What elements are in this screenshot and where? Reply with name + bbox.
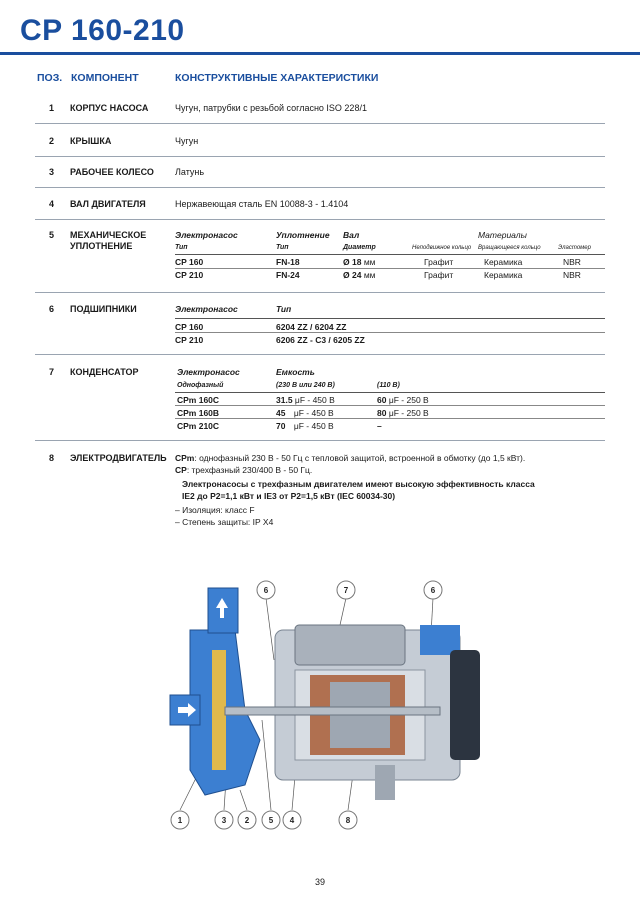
- header-component: КОМПОНЕНТ: [71, 72, 139, 84]
- row-component: ПОДШИПНИКИ: [70, 304, 137, 314]
- seal-rotating: Керамика: [484, 270, 523, 280]
- col-type: Тип: [276, 304, 292, 314]
- cap-110: [377, 395, 429, 405]
- cap-110: –: [377, 421, 382, 431]
- component-line: МЕХАНИЧЕСКОЕ: [70, 230, 147, 240]
- col-shaft: Вал: [343, 230, 360, 240]
- row-component: КРЫШКА: [70, 136, 112, 146]
- subtable-rule: [175, 268, 605, 269]
- row-component: КОНДЕНСАТОР: [70, 367, 139, 377]
- seal-type: FN-18: [276, 257, 300, 267]
- col-pump: Электронасос: [175, 304, 238, 314]
- col-materials: Материалы: [478, 230, 527, 240]
- subtable-rule: [175, 392, 605, 393]
- efficiency-note: Электронасосы с трехфазным двигателем имеют высокую эффективность класса: [182, 479, 535, 489]
- component-line: УПЛОТНЕНИЕ: [70, 241, 133, 251]
- efficiency-classes: IE2 до P2=1,1 кВт и IE3 от P2=1,5 кВт (IEC 60034-30): [182, 491, 396, 501]
- seal-elastomer: NBR: [563, 257, 581, 267]
- row-component: [70, 230, 146, 252]
- bearing-type: 6206 ZZ - C3 / 6205 ZZ: [276, 335, 365, 345]
- diameter-unit: мм: [363, 257, 376, 267]
- row-component: РАБОЧЕЕ КОЛЕСО: [70, 167, 154, 177]
- motor-line-three: [175, 465, 312, 475]
- col-seal: Уплотнение: [276, 230, 330, 240]
- pump-cutaway-drawing: [150, 570, 500, 840]
- seal-rotating: Керамика: [484, 257, 523, 267]
- seal-elastomer: NBR: [563, 270, 581, 280]
- bearing-type: 6204 ZZ / 6204 ZZ: [276, 322, 347, 332]
- row-component: КОРПУС НАСОСА: [70, 103, 149, 113]
- title-bar: [0, 0, 640, 62]
- row-divider: [35, 292, 605, 293]
- subtable-rule: [175, 332, 605, 333]
- sub-fixed-ring: Неподвижное кольцо: [412, 245, 472, 251]
- row-component: ЭЛЕКТРОДВИГАТЕЛЬ: [70, 453, 167, 463]
- cap-unit: μF - 450 В: [294, 395, 335, 405]
- row-divider: [35, 354, 605, 355]
- row-value: Чугун: [175, 136, 199, 146]
- cap-model: CPm 210C: [177, 421, 220, 431]
- sub-type: Тип: [175, 244, 188, 251]
- row-pos: 8: [49, 453, 55, 463]
- callout-label: 7: [343, 586, 349, 595]
- row-component: ВАЛ ДВИГАТЕЛЯ: [70, 199, 146, 209]
- title-underline: [0, 52, 640, 55]
- subtable-rule: [175, 254, 605, 255]
- cap-value: 45: [276, 408, 286, 418]
- callout-label: 2: [244, 816, 250, 825]
- callout-label: 4: [289, 816, 295, 825]
- page-title: CP 160-210: [20, 14, 185, 47]
- sub-voltage-230: (230 В или 240 В): [276, 382, 335, 389]
- sub-diameter: Диаметр: [343, 244, 376, 251]
- row-divider: [35, 123, 605, 124]
- cap-unit: μF - 250 В: [388, 395, 429, 405]
- cap-unit: μF - 450 В: [293, 408, 334, 418]
- seal-fixed: Графит: [424, 270, 454, 280]
- row-value: Чугун, патрубки с резьбой согласно ISO 228/1: [175, 103, 367, 113]
- header-pos: ПОЗ.: [37, 72, 63, 84]
- header-features: КОНСТРУКТИВНЫЕ ХАРАКТЕРИСТИКИ: [175, 72, 379, 84]
- row-pos: 3: [49, 167, 55, 177]
- cap-110: [377, 408, 429, 418]
- insulation-class: – Изоляция: класс F: [175, 505, 255, 515]
- col-pump: Электронасос: [175, 230, 238, 240]
- callout-label: 1: [177, 816, 183, 825]
- row-pos: 6: [49, 304, 55, 314]
- cap-value: 80: [377, 408, 387, 418]
- seal-model: CP 210: [175, 270, 204, 280]
- subtable-rule: [175, 318, 605, 319]
- sub-elastomer: Эластомер: [558, 245, 591, 251]
- diameter-value: Ø 24: [343, 270, 362, 280]
- motor-desc: : трехфазный 230/400 В - 50 Гц.: [186, 465, 313, 475]
- cap-model: CPm 160B: [177, 408, 220, 418]
- seal-model: CP 160: [175, 257, 204, 267]
- cap-value: 31.5: [276, 395, 293, 405]
- cap-model: CPm 160C: [177, 395, 220, 405]
- bearing-model: CP 160: [175, 322, 204, 332]
- row-pos: 4: [49, 199, 55, 209]
- row-divider: [35, 156, 605, 157]
- seal-diameter: [343, 270, 376, 280]
- sub-single-phase: Однофазный: [177, 382, 224, 389]
- callout-label: 5: [268, 816, 274, 825]
- cap-value: 70: [276, 421, 286, 431]
- cap-unit: μF - 450 В: [293, 421, 334, 431]
- col-capacity: Емкость: [276, 367, 315, 377]
- motor-shaft: [225, 707, 440, 715]
- callout-label: 6: [263, 586, 269, 595]
- subtable-rule: [175, 405, 605, 406]
- page-number: 39: [314, 877, 325, 887]
- cap-230: [276, 421, 334, 431]
- row-divider: [35, 219, 605, 220]
- protection-degree: – Степень защиты: IP X4: [175, 517, 274, 527]
- row-value: Нержавеющая сталь EN 10088-3 - 1.4104: [175, 199, 349, 209]
- col-pump: Электронасос: [177, 367, 240, 377]
- cap-value: 60: [377, 395, 387, 405]
- sub-rotating-ring: Вращающееся кольцо: [478, 245, 541, 251]
- row-value: Латунь: [175, 167, 205, 177]
- pump-casing: [170, 588, 260, 795]
- motor-key: CP: [175, 465, 187, 475]
- sub-voltage-110: (110 В): [377, 382, 400, 389]
- cap-230: [276, 395, 335, 405]
- seal-fixed: Графит: [424, 257, 454, 267]
- row-divider: [35, 440, 605, 441]
- seal-diameter: [343, 257, 376, 267]
- sub-type: Тип: [276, 244, 289, 251]
- subtable-rule: [175, 418, 605, 419]
- row-pos: 7: [49, 367, 55, 377]
- row-pos: 1: [49, 103, 55, 113]
- callout-label: 3: [221, 816, 227, 825]
- motor-line-single: [175, 453, 525, 463]
- row-divider: [35, 187, 605, 188]
- bearing-model: CP 210: [175, 335, 204, 345]
- cap-unit: μF - 250 В: [388, 408, 429, 418]
- row-pos: 2: [49, 136, 55, 146]
- cap-230: [276, 408, 334, 418]
- diameter-unit: мм: [363, 270, 376, 280]
- callout-label: 8: [345, 816, 351, 825]
- row-pos: 5: [49, 230, 55, 240]
- diameter-value: Ø 18: [343, 257, 362, 267]
- seal-type: FN-24: [276, 270, 300, 280]
- motor-key: CPm: [175, 453, 195, 463]
- motor-desc: : однофазный 230 В - 50 Гц с тепловой защитой, встроенной в обмотку (до 1,5 кВт).: [194, 453, 526, 463]
- callout-label: 6: [430, 586, 436, 595]
